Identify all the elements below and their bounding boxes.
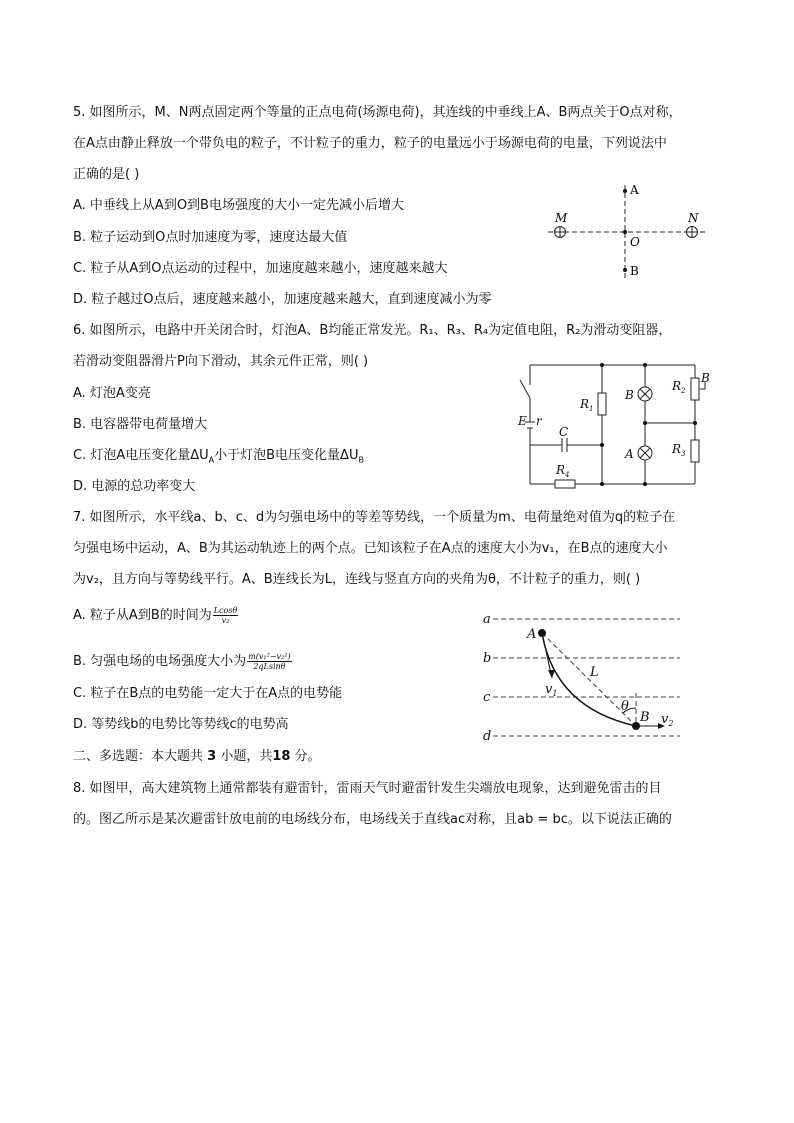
q5-charges-figure <box>540 180 720 280</box>
point-o-dot <box>623 230 627 234</box>
label-r2: $R_2$ <box>672 379 686 395</box>
label-b-line: b <box>483 651 492 666</box>
q6-option-c: C. 灯泡A电压变化量$\Delta U_A$小于灯泡B电压变化量$\Delta U_B$ <box>73 448 364 465</box>
q6-option-d: D. 电源的总功率变大 <box>73 479 196 494</box>
q7-option-b: B. 匀强电场的电场强度大小为 $\frac{\text{m(v₁²−v₂²)}}{2qLsin\theta}$ <box>73 652 291 671</box>
label-c: C <box>559 425 569 439</box>
label-m: M <box>555 211 568 225</box>
label-o: O <box>630 235 640 249</box>
switch-blade <box>520 380 530 398</box>
q8-stem-line1: 8. 如图甲，高大建筑物上通常都装有避雷针，雷雨天气时避雷针发生尖端放电现象，达到避免雷击的目 <box>73 781 662 796</box>
label-e: E <box>518 414 527 428</box>
q5-stem-line3: 正确的是( ) <box>73 167 140 182</box>
label-r4: $R_4$ <box>556 463 570 479</box>
resistor-r1 <box>598 393 606 415</box>
label-theta: θ <box>621 699 629 714</box>
v1-arrow-head <box>548 670 555 678</box>
q7-option-b-fraction: $\frac{\text{m(v₁²−v₂²)}}{2qLsin\theta}$ <box>248 652 291 671</box>
point-b-dot <box>623 268 627 272</box>
q6-option-a: A. 灯泡A变亮 <box>73 386 151 401</box>
label-n: N <box>688 211 699 225</box>
label-c-line: c <box>483 690 491 705</box>
q6-stem-line2: 若滑动变阻器滑片P向下滑动，其余元件正常，则( ) <box>73 354 369 369</box>
label-lamp-a: A <box>625 447 634 461</box>
label-v2: $v_2$ <box>661 712 674 728</box>
q6-option-b: B. 电容器带电荷量增大 <box>73 417 208 432</box>
label-a-line: a <box>483 612 491 627</box>
q7-option-c: C. 粒子在B点的电势能一定大于在A点的电势能 <box>73 686 343 701</box>
point-a-dot <box>538 629 546 637</box>
label-v1: $v_1$ <box>545 682 558 698</box>
q5-option-b: B. 粒子运动到O点时加速度为零，速度达最大值 <box>73 230 348 245</box>
q6-circuit-figure <box>510 360 710 490</box>
q7-option-d: D. 等势线b的电势比等势线c的电势高 <box>73 717 289 732</box>
rheostat-r2 <box>691 378 699 400</box>
label-point-a: A <box>527 627 537 642</box>
q7-stem-line2: 匀强电场中运动，A、B为其运动轨迹上的两个点。已知该粒子在A点的速度大小为v₁，在B点的速度大小 <box>73 541 668 556</box>
label-d-line: d <box>483 729 492 743</box>
q5-option-a: A. 中垂线上从A到O到B电场强度的大小一定先减小后增大 <box>73 198 404 213</box>
label-a: A <box>630 183 639 197</box>
q5-option-c: C. 粒子从A到O点运动的过程中，加速度越来越小，速度越来越大 <box>73 261 448 276</box>
label-point-b: B <box>640 710 650 725</box>
q5-option-d: D. 粒子越过O点后，速度越来越小，加速度越来越大，直到速度减小为零 <box>73 292 492 307</box>
label-l: L <box>590 665 599 680</box>
label-lamp-b: B <box>625 388 634 402</box>
resistor-r3 <box>691 440 699 462</box>
q5-stem-line2: 在A点由静止释放一个带负电的粒子，不计粒子的重力，粒子的电量远小于场源电荷的电量，下列说法中 <box>73 136 667 151</box>
q7-stem-line3: 为v₂，且方向与等势线平行。A、B连线长为L，连线与竖直方向的夹角为θ，不计粒子的重力，则( ) <box>73 572 641 587</box>
label-b-right: B <box>701 371 710 385</box>
point-b-dot <box>632 722 640 730</box>
label-b: B <box>630 264 639 278</box>
label-r3: $R_3$ <box>672 442 686 458</box>
label-r: r <box>536 414 542 428</box>
section-2-heading: 二、多选题：本大题共 3 小题，共18 分。 <box>73 749 321 764</box>
q5-stem-line1: 5. 如图所示，M、N两点固定两个等量的正点电荷(场源电荷)，其连线的中垂线上A、B两点关于O点对称， <box>73 105 682 120</box>
q8-stem-line2: 的。图乙所示是某次避雷针放电前的电场线分布，电场线关于直线ac对称，且ab = bc。以下说法正确的 <box>73 812 672 827</box>
q7-stem-line1: 7. 如图所示，水平线a、b、c、d为匀强电场中的等差等势线，一个质量为m、电荷量绝对值为q的粒子在 <box>73 510 676 525</box>
q7-option-a: A. 粒子从A到B的时间为 $\frac{Lcos\theta}{\text{v₂}}$ <box>73 606 238 625</box>
q6-stem-line1: 6. 如图所示，电路中开关闭合时，灯泡A、B均能正常发光。R₁、R₃、R₄为定值电阻，R₂为滑动变阻器， <box>73 323 672 338</box>
q7-equipotential-figure <box>475 608 690 743</box>
q7-option-a-fraction: $\frac{Lcos\theta}{\text{v₂}}$ <box>213 606 238 625</box>
resistor-r4 <box>555 480 575 488</box>
label-r1: $R_1$ <box>580 397 594 413</box>
point-a-dot <box>623 189 627 193</box>
